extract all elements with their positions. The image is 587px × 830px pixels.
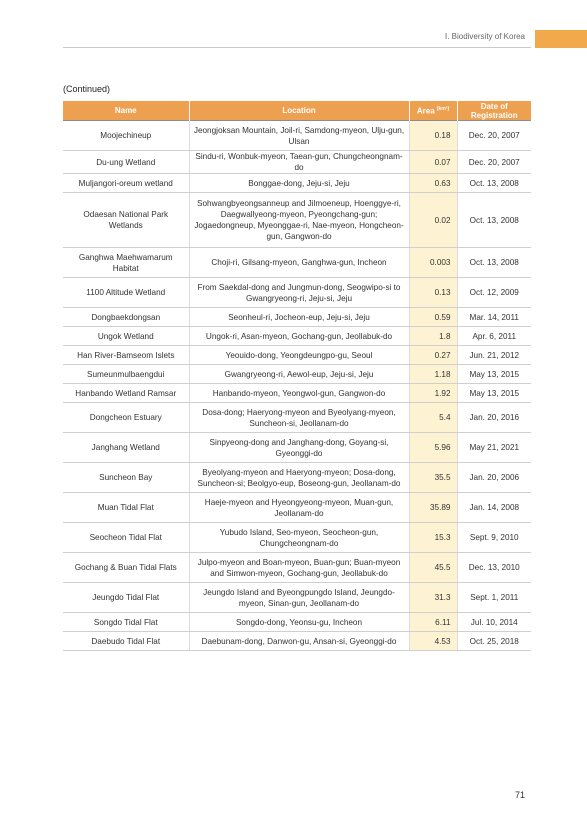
cell-location: Yeouido-dong, Yeongdeungpo-gu, Seoul [189, 346, 409, 365]
cell-area: 1.18 [409, 365, 457, 384]
cell-location: Dosa-dong; Haeryong-myeon and Byeolyang-myeon, Suncheon-si, Jeollanam-do [189, 403, 409, 433]
cell-name: Suncheon Bay [63, 463, 189, 493]
cell-location: Hanbando-myeon, Yeongwol-gun, Gangwon-do [189, 384, 409, 403]
cell-location: Bonggae-dong, Jeju-si, Jeju [189, 174, 409, 193]
table-row [63, 151, 531, 174]
column-header-area [409, 101, 457, 121]
cell-date: Oct. 12, 2009 [457, 278, 531, 308]
cell-date: Sept. 9, 2010 [457, 523, 531, 553]
table-row [63, 248, 531, 278]
cell-name: Dongcheon Estuary [63, 403, 189, 433]
table-row [63, 365, 531, 384]
cell-name: Du-ung Wetland [63, 151, 189, 174]
cell-date: May 21, 2021 [457, 433, 531, 463]
table-row [63, 403, 531, 433]
cell-name: Hanbando Wetland Ramsar [63, 384, 189, 403]
cell-area: 0.59 [409, 308, 457, 327]
cell-area: 31.3 [409, 583, 457, 613]
table-body [63, 121, 531, 651]
cell-area: 0.07 [409, 151, 457, 174]
header-divider [63, 47, 531, 48]
cell-area: 35.5 [409, 463, 457, 493]
cell-name: Jeungdo Tidal Flat [63, 583, 189, 613]
cell-location: Sinpyeong-dong and Janghang-dong, Goyang-si, Gyeonggi-do [189, 433, 409, 463]
cell-location: Songdo-dong, Yeonsu-gu, Incheon [189, 613, 409, 632]
cell-area: 4.53 [409, 632, 457, 651]
table-row [63, 327, 531, 346]
cell-name: Odaesan National Park Wetlands [63, 193, 189, 248]
table-row [63, 433, 531, 463]
cell-location: Sindu-ri, Wonbuk-myeon, Taean-gun, Chungcheongnam-do [189, 151, 409, 174]
page-number: 71 [514, 790, 525, 800]
cell-area: 0.02 [409, 193, 457, 248]
cell-location: Daebunam-dong, Danwon-gu, Ansan-si, Gyeonggi-do [189, 632, 409, 651]
cell-date: Dec. 20, 2007 [457, 151, 531, 174]
cell-area: 0.13 [409, 278, 457, 308]
cell-area: 15.3 [409, 523, 457, 553]
cell-location: Sohwangbyeongsanneup and Jilmoeneup, Hoenggye-ri, Daegwallyeong-myeon, Pyeongchang-gun; Jogaedongneup, Myeonggae-ri, Nae-myeon, Hongcheon-gun, Gangwon-do [189, 193, 409, 248]
cell-date: Jan. 20, 2016 [457, 403, 531, 433]
cell-area: 5.4 [409, 403, 457, 433]
table-row [63, 583, 531, 613]
table-row [63, 278, 531, 308]
cell-location: Julpo-myeon and Boan-myeon, Buan-gun; Buan-myeon and Simwon-myeon, Gochang-gun, Jeollabuk-do [189, 553, 409, 583]
cell-name: Songdo Tidal Flat [63, 613, 189, 632]
cell-date: Oct. 13, 2008 [457, 174, 531, 193]
cell-date: Mar. 14, 2011 [457, 308, 531, 327]
cell-date: Apr. 6, 2011 [457, 327, 531, 346]
cell-area: 1.8 [409, 327, 457, 346]
cell-area: 0.63 [409, 174, 457, 193]
section-title: Ⅰ. Biodiversity of Korea [444, 32, 525, 41]
cell-location: Haeje-myeon and Hyeongyeong-myeon, Muan-gun, Jeollanam-do [189, 493, 409, 523]
cell-location: Yubudo Island, Seo-myeon, Seocheon-gun, Chungcheongnam-do [189, 523, 409, 553]
cell-date: Jul. 10, 2014 [457, 613, 531, 632]
table-row [63, 493, 531, 523]
cell-name: Moojechineup [63, 121, 189, 151]
cell-date: Sept. 1, 2011 [457, 583, 531, 613]
area-unit-label: (km²) [436, 105, 450, 112]
cell-location: Seonheul-ri, Jocheon-eup, Jeju-si, Jeju [189, 308, 409, 327]
cell-area: 0.27 [409, 346, 457, 365]
cell-date: Oct. 25, 2018 [457, 632, 531, 651]
table-row [63, 632, 531, 651]
cell-name: Ungok Wetland [63, 327, 189, 346]
cell-name: Han River-Bamseom Islets [63, 346, 189, 365]
cell-date: May 13, 2015 [457, 384, 531, 403]
table-row [63, 346, 531, 365]
wetland-registration-table [63, 101, 531, 651]
column-header-date: Date of Registration [457, 101, 531, 121]
table-row [63, 174, 531, 193]
cell-name: Ganghwa Maehwamarum Habitat [63, 248, 189, 278]
cell-area: 5.96 [409, 433, 457, 463]
cell-area: 45.5 [409, 553, 457, 583]
cell-area: 0.18 [409, 121, 457, 151]
column-header-name: Name [63, 101, 189, 121]
cell-location: Ungok-ri, Asan-myeon, Gochang-gun, Jeollabuk-do [189, 327, 409, 346]
area-header-label: Area [416, 106, 435, 116]
cell-date: Dec. 20, 2007 [457, 121, 531, 151]
cell-name: Seocheon Tidal Flat [63, 523, 189, 553]
cell-date: Jan. 14, 2008 [457, 493, 531, 523]
cell-area: 6.11 [409, 613, 457, 632]
cell-area: 0.003 [409, 248, 457, 278]
table-header-row [63, 101, 531, 121]
cell-name: Gochang & Buan Tidal Flats [63, 553, 189, 583]
cell-name: Muan Tidal Flat [63, 493, 189, 523]
cell-location: Jeungdo Island and Byeongpungdo Island, Jeungdo-myeon, Sinan-gun, Jeollanam-do [189, 583, 409, 613]
cell-name: Dongbaekdongsan [63, 308, 189, 327]
cell-date: Dec. 13, 2010 [457, 553, 531, 583]
cell-date: May 13, 2015 [457, 365, 531, 384]
cell-name: Daebudo Tidal Flat [63, 632, 189, 651]
cell-date: Jan. 20, 2006 [457, 463, 531, 493]
table-row [63, 193, 531, 248]
table-row [63, 308, 531, 327]
cell-location: Byeolyang-myeon and Haeryong-myeon; Dosa-dong, Suncheon-si; Beolgyo-eup, Boseong-gun, Jeollanam-do [189, 463, 409, 493]
table-row [63, 121, 531, 151]
column-header-location: Location [189, 101, 409, 121]
section-tab-marker [535, 30, 587, 48]
cell-location: Gwangryeong-ri, Aewol-eup, Jeju-si, Jeju [189, 365, 409, 384]
cell-date: Oct. 13, 2008 [457, 248, 531, 278]
cell-date: Jun. 21, 2012 [457, 346, 531, 365]
cell-name: 1100 Altitude Wetland [63, 278, 189, 308]
cell-date: Oct. 13, 2008 [457, 193, 531, 248]
cell-location: From Saekdal-dong and Jungmun-dong, Seogwipo-si to Gwangryeong-ri, Jeju-si, Jeju [189, 278, 409, 308]
table-row [63, 463, 531, 493]
cell-name: Sumeunmulbaengdui [63, 365, 189, 384]
cell-location: Jeongjoksan Mountain, Joil-ri, Samdong-myeon, Ulju-gun, Ulsan [189, 121, 409, 151]
table-row [63, 553, 531, 583]
table-row [63, 523, 531, 553]
cell-area: 35.89 [409, 493, 457, 523]
cell-location: Choji-ri, Gilsang-myeon, Ganghwa-gun, Incheon [189, 248, 409, 278]
cell-name: Janghang Wetland [63, 433, 189, 463]
continued-label: (Continued) [63, 84, 111, 94]
table-row [63, 384, 531, 403]
cell-area: 1.92 [409, 384, 457, 403]
cell-name: Muljangori-oreum wetland [63, 174, 189, 193]
table-row [63, 613, 531, 632]
